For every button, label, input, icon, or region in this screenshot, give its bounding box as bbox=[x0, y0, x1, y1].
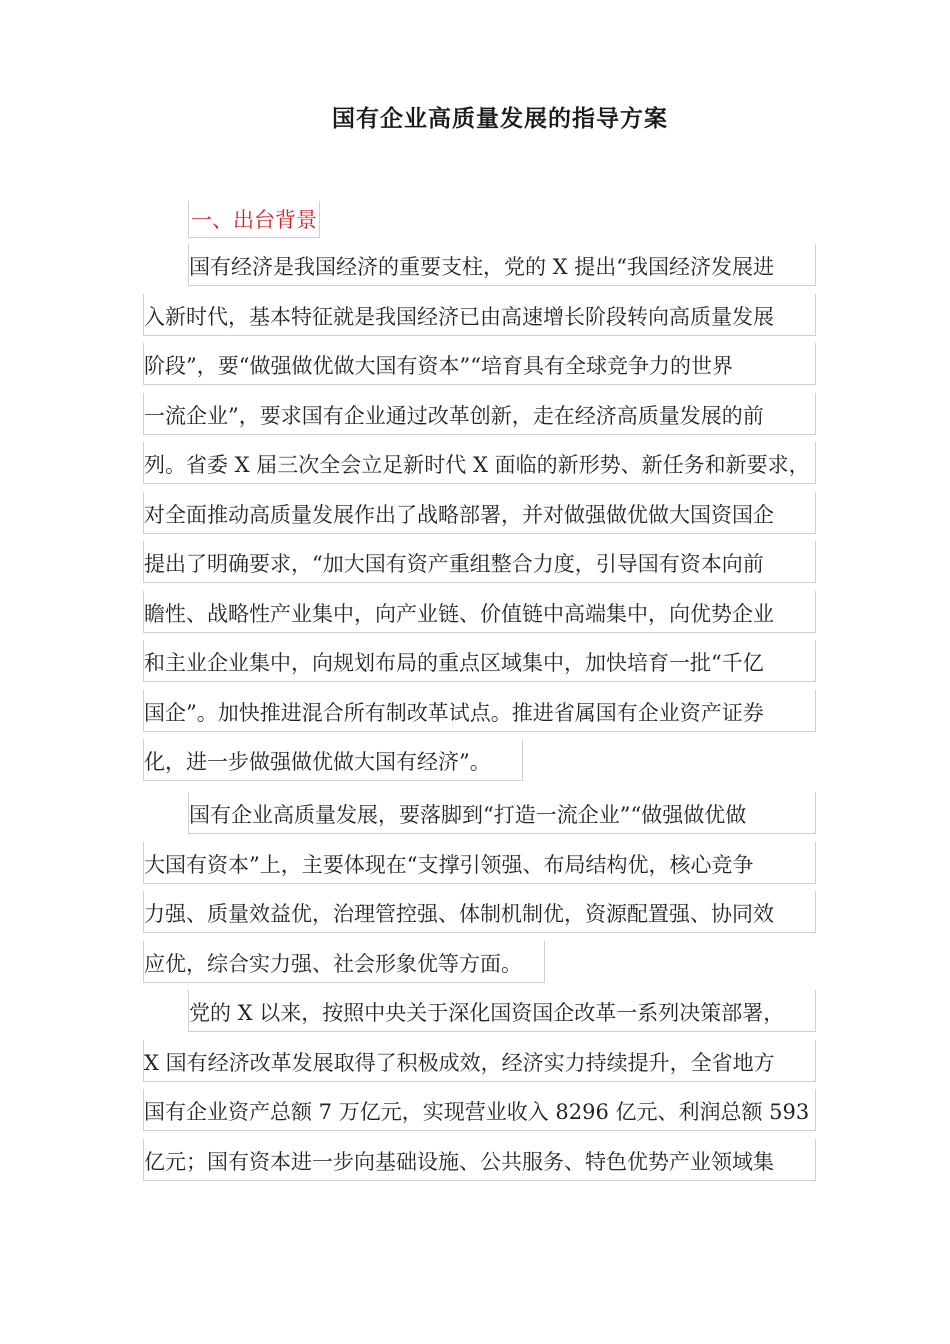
paragraph-line: 提出了明确要求，“加大国有资产重组整合力度，引导国有资本向前 bbox=[143, 541, 816, 583]
paragraph-line: 国企”。加快推进混合所有制改革试点。推进省属国有企业资产证券 bbox=[143, 690, 816, 732]
paragraph-line: 入新时代，基本特征就是我国经济已由高速增长阶段转向高质量发展 bbox=[143, 294, 816, 336]
paragraph-line: 列。省委 X 届三次全会立足新时代 X 面临的新形势、新任务和新要求， bbox=[143, 442, 816, 484]
paragraph-line: 阶段”，要“做强做优做大国有资本”“培育具有全球竞争力的世界 bbox=[143, 343, 816, 385]
paragraph-line: 对全面推动高质量发展作出了战略部署，并对做强做优做大国资国企 bbox=[143, 492, 816, 534]
section-heading: 一、出台背景 bbox=[188, 201, 320, 238]
paragraph-line: X 国有经济改革发展取得了积极成效，经济实力持续提升，全省地方 bbox=[143, 1040, 816, 1082]
paragraph-line: 瞻性、战略性产业集中，向产业链、价值链中高端集中，向优势企业 bbox=[143, 591, 816, 633]
paragraph-line: 和主业企业集中，向规划布局的重点区域集中，加快培育一批“千亿 bbox=[143, 640, 816, 682]
paragraph-line: 国有经济是我国经济的重要支柱，党的 X 提出“我国经济发展进 bbox=[188, 244, 816, 286]
paragraph-line: 大国有资本”上，主要体现在“支撑引领强、布局结构优，核心竞争 bbox=[143, 842, 816, 884]
paragraph-line: 力强、质量效益优，治理管控强、体制机制优，资源配置强、协同效 bbox=[143, 891, 816, 933]
paragraph-line: 应优，综合实力强、社会形象优等方面。 bbox=[143, 941, 545, 983]
document-title: 国有企业高质量发展的指导方案 bbox=[332, 106, 668, 132]
paragraph-line: 国有企业资产总额 7 万亿元，实现营业收入 8296 亿元、利润总额 593 bbox=[143, 1089, 816, 1131]
paragraph-line: 化，进一步做强做优做大国有经济”。 bbox=[143, 739, 523, 781]
paragraph-line: 一流企业”，要求国有企业通过改革创新，走在经济高质量发展的前 bbox=[143, 393, 816, 435]
paragraph-line: 亿元；国有资本进一步向基础设施、公共服务、特色优势产业领域集 bbox=[143, 1139, 816, 1181]
paragraph-line: 国有企业高质量发展，要落脚到“打造一流企业”“做强做优做 bbox=[188, 792, 816, 834]
paragraph-line: 党的 X 以来，按照中央关于深化国资国企改革一系列决策部署， bbox=[188, 990, 816, 1032]
